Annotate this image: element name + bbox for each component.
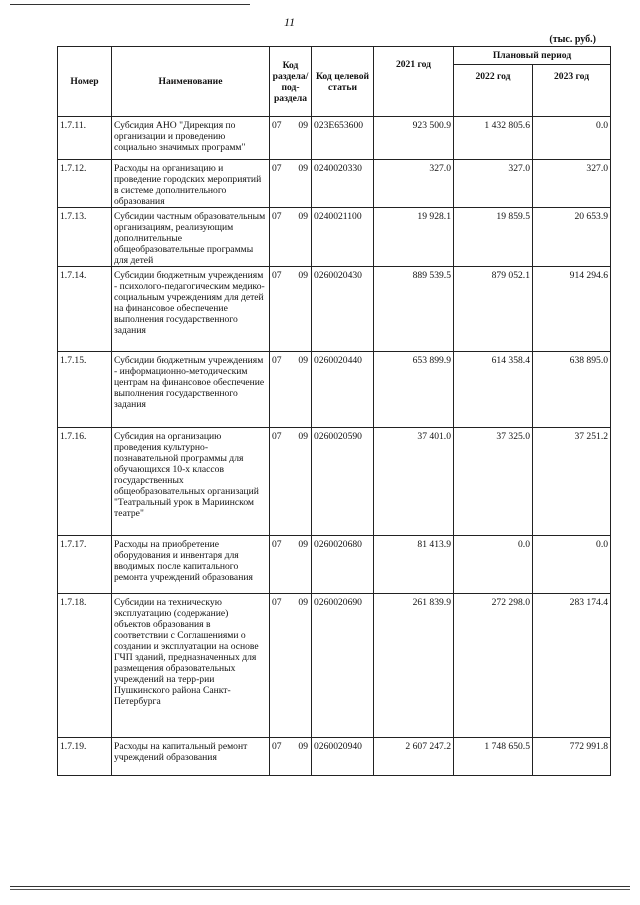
row-section-code-cell <box>270 160 312 208</box>
header-2021: 2021 год <box>374 47 454 117</box>
row-2023: 20 653.9 <box>533 208 611 267</box>
row-2021: 261 839.9 <box>374 594 454 738</box>
row-2023: 283 174.4 <box>533 594 611 738</box>
page-number: 11 <box>284 15 296 29</box>
row-2021: 37 401.0 <box>374 428 454 536</box>
row-2023: 327.0 <box>533 160 611 208</box>
row-subsection: 09 <box>298 163 308 174</box>
row-section: 07 <box>272 431 282 442</box>
row-2021: 19 928.1 <box>374 208 454 267</box>
row-section: 07 <box>272 120 282 131</box>
row-subsection: 09 <box>298 431 308 442</box>
row-2021: 2 607 247.2 <box>374 738 454 776</box>
row-2022: 272 298.0 <box>454 594 533 738</box>
row-2021: 889 539.5 <box>374 267 454 352</box>
table-row <box>58 352 611 428</box>
row-section-code-cell <box>270 536 312 594</box>
row-2022: 327.0 <box>454 160 533 208</box>
row-section-code-cell <box>270 428 312 536</box>
row-2021: 923 500.9 <box>374 117 454 160</box>
row-2023: 0.0 <box>533 117 611 160</box>
row-name: Расходы на приобретение оборудования и инвентаря для вводимых после капитального ремонта учреждений образования <box>112 536 270 594</box>
row-target-code: 0260020940 <box>312 738 374 776</box>
row-subsection: 09 <box>298 120 308 131</box>
row-number: 1.7.19. <box>58 738 112 776</box>
row-target-code: 0260020590 <box>312 428 374 536</box>
row-name: Субсидия АНО "Дирекция по организации и проведению социально значимых программ" <box>112 117 270 160</box>
row-2022: 19 859.5 <box>454 208 533 267</box>
row-subsection: 09 <box>298 597 308 608</box>
table-row <box>58 117 611 160</box>
row-subsection: 09 <box>298 355 308 366</box>
row-name: Расходы на организацию и проведение городских мероприятий в системе дополнительного образования <box>112 160 270 208</box>
row-section-code-cell <box>270 352 312 428</box>
table-row <box>58 160 611 208</box>
table-row <box>58 594 611 738</box>
row-target-code: 0240020330 <box>312 160 374 208</box>
row-section: 07 <box>272 163 282 174</box>
row-name: Субсидии на техническую эксплуатацию (содержание) объектов образования в соответствии с Соглашениями о создании и эксплуатации на основе ГЧП зданий, предназначенных для размещения образовательных учреждений на терр-рии Пушкинского района Санкт-Петербурга <box>112 594 270 738</box>
row-section: 07 <box>272 741 282 752</box>
row-name: Субсидии бюджетным учреждениям - психолого-педагогическим медико-социальным учреждениям для детей на финансовое обеспечение выполнения государственного задания <box>112 267 270 352</box>
header-planned-period: Плановый период <box>454 47 611 65</box>
row-2023: 37 251.2 <box>533 428 611 536</box>
table-row <box>58 208 611 267</box>
row-section-code-cell <box>270 117 312 160</box>
row-section-code-cell <box>270 594 312 738</box>
table-row <box>58 267 611 352</box>
table-row <box>58 738 611 776</box>
row-number: 1.7.13. <box>58 208 112 267</box>
row-2023: 638 895.0 <box>533 352 611 428</box>
row-number: 1.7.16. <box>58 428 112 536</box>
row-2021: 327.0 <box>374 160 454 208</box>
row-section: 07 <box>272 539 282 550</box>
row-2023: 772 991.8 <box>533 738 611 776</box>
bottom-rule-secondary <box>10 889 630 890</box>
row-target-code: 0260020430 <box>312 267 374 352</box>
top-rule <box>10 4 250 5</box>
row-number: 1.7.18. <box>58 594 112 738</box>
row-2021: 653 899.9 <box>374 352 454 428</box>
row-2021: 81 413.9 <box>374 536 454 594</box>
row-name: Субсидии бюджетным учреждениям - информационно-методическим центрам на финансовое обеспечение выполнения государственного задания <box>112 352 270 428</box>
header-target-code: Код целевой статьи <box>312 47 374 117</box>
row-section-code-cell <box>270 738 312 776</box>
row-section: 07 <box>272 355 282 366</box>
header-2022: 2022 год <box>454 65 533 117</box>
table-row <box>58 536 611 594</box>
units-label: (тыс. руб.) <box>549 34 596 45</box>
header-section-code: Код раздела/ под- раздела <box>270 47 312 117</box>
header-name: Наименование <box>112 47 270 117</box>
row-number: 1.7.14. <box>58 267 112 352</box>
row-subsection: 09 <box>298 741 308 752</box>
row-target-code: 0260020680 <box>312 536 374 594</box>
row-number: 1.7.12. <box>58 160 112 208</box>
row-name: Субсидии частным образовательным организациям, реализующим дополнительные общеобразовательные программы для детей <box>112 208 270 267</box>
row-section-code-cell <box>270 208 312 267</box>
row-target-code: 0260020690 <box>312 594 374 738</box>
row-2022: 614 358.4 <box>454 352 533 428</box>
row-section-code-cell <box>270 267 312 352</box>
row-2022: 879 052.1 <box>454 267 533 352</box>
budget-table <box>57 46 611 776</box>
row-number: 1.7.17. <box>58 536 112 594</box>
row-number: 1.7.15. <box>58 352 112 428</box>
table-row <box>58 428 611 536</box>
row-number: 1.7.11. <box>58 117 112 160</box>
row-subsection: 09 <box>298 539 308 550</box>
header-number: Номер <box>58 47 112 117</box>
row-2022: 1 432 805.6 <box>454 117 533 160</box>
row-name: Расходы на капитальный ремонт учреждений образования <box>112 738 270 776</box>
row-section: 07 <box>272 597 282 608</box>
row-section: 07 <box>272 270 282 281</box>
row-target-code: 023Е653600 <box>312 117 374 160</box>
row-target-code: 0240021100 <box>312 208 374 267</box>
row-2022: 0.0 <box>454 536 533 594</box>
header-2023: 2023 год <box>533 65 611 117</box>
bottom-rule <box>10 886 630 887</box>
row-2023: 0.0 <box>533 536 611 594</box>
row-section: 07 <box>272 211 282 222</box>
row-target-code: 0260020440 <box>312 352 374 428</box>
row-name: Субсидия на организацию проведения культурно-познавательной программы для обучающихся 10-х классов государственных общеобразовательных организаций "Театральный урок в Мариинском театре" <box>112 428 270 536</box>
row-subsection: 09 <box>298 211 308 222</box>
row-2022: 37 325.0 <box>454 428 533 536</box>
row-2022: 1 748 650.5 <box>454 738 533 776</box>
row-subsection: 09 <box>298 270 308 281</box>
row-2023: 914 294.6 <box>533 267 611 352</box>
